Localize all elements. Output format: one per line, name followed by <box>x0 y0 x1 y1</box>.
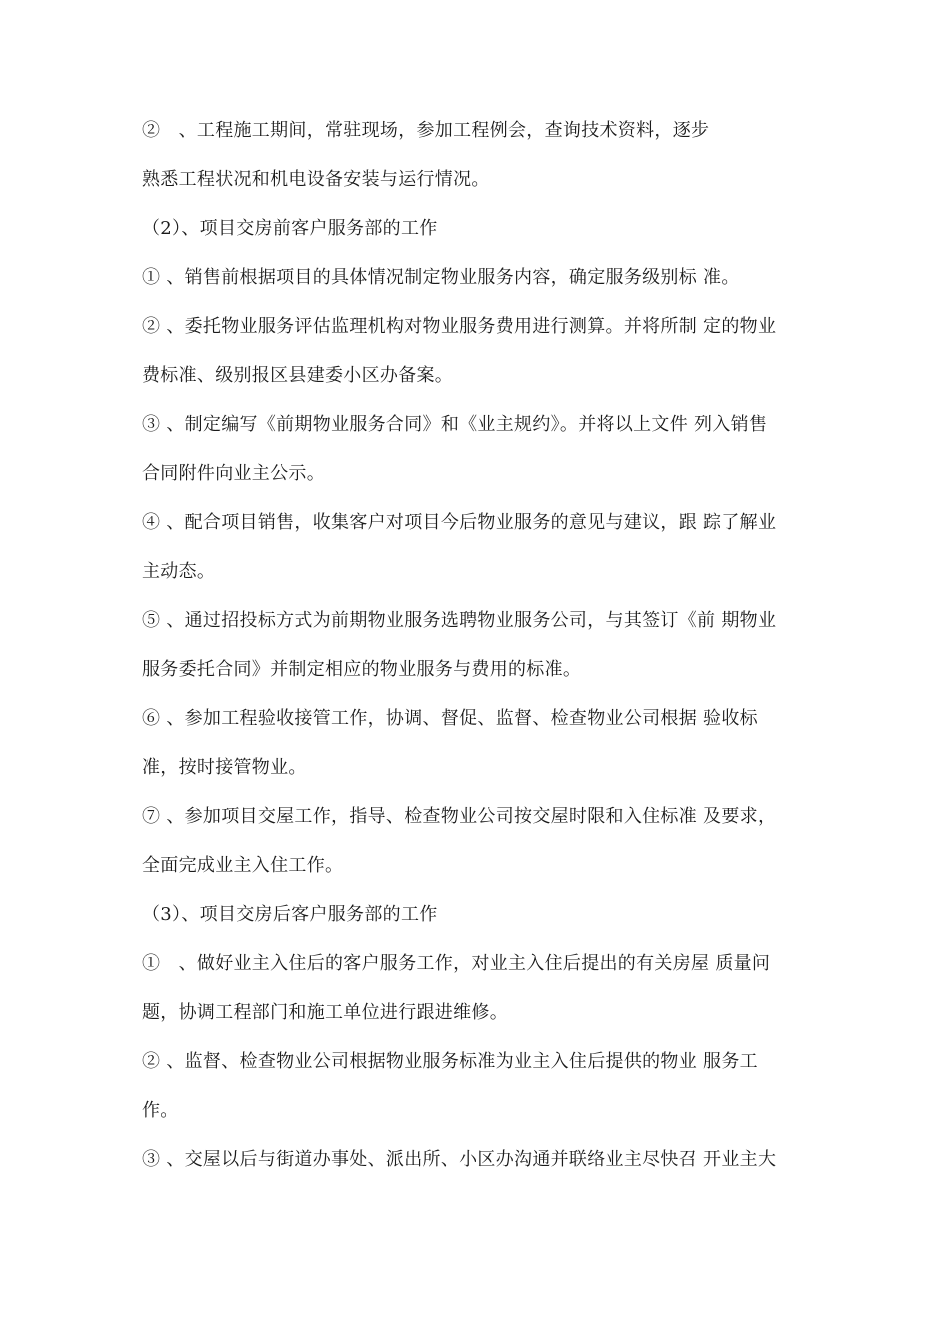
text-line: 合同附件向业主公示。 <box>142 463 325 484</box>
text-line: ① 、做好业主入住后的客户服务工作，对业主入住后提出的有关房屋 质量问 <box>142 953 771 974</box>
text-line: 准，按时接管物业。 <box>142 757 307 778</box>
text-line: 全面完成业主入住工作。 <box>142 855 344 876</box>
text-line: ② 、监督、检查物业公司根据物业服务标准为业主入住后提供的物业 服务工 <box>142 1051 758 1072</box>
text-line: 熟悉工程状况和机电设备安装与运行情况。 <box>142 169 490 190</box>
text-line: ④ 、配合项目销售，收集客户对项目今后物业服务的意见与建议，跟 踪了解业 <box>142 512 777 533</box>
text-line: ⑦ 、参加项目交屋工作，指导、检查物业公司按交屋时限和入住标准 及要求， <box>142 806 777 827</box>
text-line: 服务委托合同》并制定相应的物业服务与费用的标准。 <box>142 659 582 680</box>
text-line: ⑥ 、参加工程验收接管工作，协调、督促、监督、检查物业公司根据 验收标 <box>142 708 758 729</box>
text-line: ② 、工程施工期间，常驻现场，参加工程例会，查询技术资料，逐步 <box>142 120 710 141</box>
text-line: ① 、销售前根据项目的具体情况制定物业服务内容，确定服务级别标 准。 <box>142 267 740 288</box>
text-line: ③ 、交屋以后与街道办事处、派出所、小区办沟通并联络业主尽快召 开业主大 <box>142 1149 777 1170</box>
text-line: ③ 、制定编写《前期物业服务合同》和《业主规约》。并将以上文件 列入销售 <box>142 414 768 435</box>
section-heading: （3）、项目交房后客户服务部的工作 <box>142 904 438 925</box>
text-line: 费标准、级别报区县建委小区办备案。 <box>142 365 454 386</box>
text-line: 作。 <box>142 1100 179 1121</box>
text-line: 题，协调工程部门和施工单位进行跟进维修。 <box>142 1002 508 1023</box>
text-line: ⑤ 、通过招投标方式为前期物业服务选聘物业服务公司，与其签订《前 期物业 <box>142 610 777 631</box>
section-heading: （2）、项目交房前客户服务部的工作 <box>142 218 438 239</box>
text-line: 主动态。 <box>142 561 216 582</box>
text-line: ② 、委托物业服务评估监理机构对物业服务费用进行测算。并将所制 定的物业 <box>142 316 777 337</box>
